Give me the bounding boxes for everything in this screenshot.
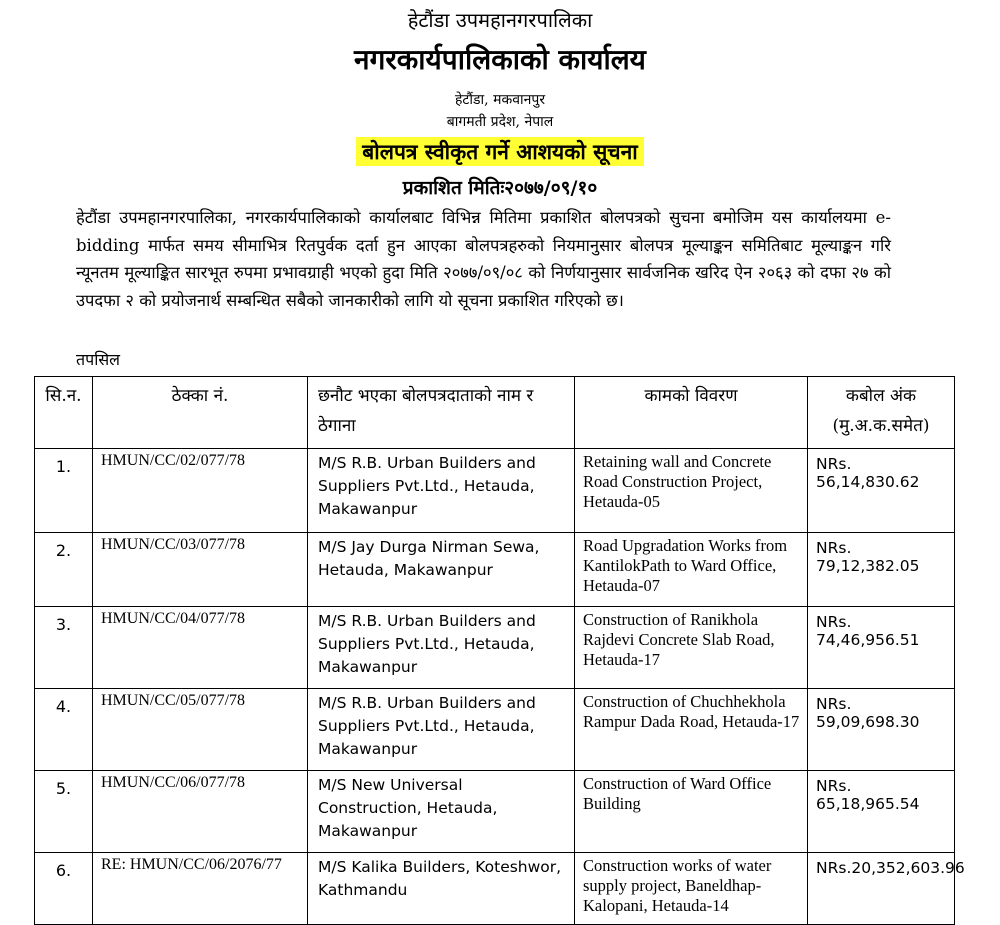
cell-contract-no: HMUN/CC/03/077/78: [93, 533, 308, 607]
office-name: हेटौंडा उपमहानगरपालिका: [407, 8, 593, 32]
cell-sn: 2.: [35, 533, 93, 607]
cell-sn: 5.: [35, 771, 93, 853]
cell-work: Construction of Ranikhola Rajdevi Concrete Slab Road, Hetauda-17: [575, 607, 808, 689]
cell-work: Construction works of water supply project, Baneldhap-Kalopani, Hetauda-14: [575, 853, 808, 925]
cell-work: Road Upgradation Works from KantilokPath to Ward Office, Hetauda-07: [575, 533, 808, 607]
cell-contract-no: HMUN/CC/04/077/78: [93, 607, 308, 689]
cell-work: Retaining wall and Concrete Road Construction Project, Hetauda-05: [575, 449, 808, 533]
table-row: [35, 449, 955, 533]
header-work: कामको विवरण: [575, 377, 808, 449]
header-bidder: छनौट भएका बोलपत्रदाताको नाम र ठेगाना: [308, 377, 575, 449]
table-row: [35, 607, 955, 689]
cell-sn: 6.: [35, 853, 93, 925]
awards-table: [34, 376, 965, 925]
header-sn: सि.न.: [35, 377, 93, 449]
cell-contract-no: HMUN/CC/06/077/78: [93, 771, 308, 853]
office-title: नगरकार्यपालिकाको कार्यालय: [354, 43, 646, 76]
cell-work: Construction of Ward Office Building: [575, 771, 808, 853]
cell-amount: NRs. 74,46,956.51: [808, 607, 955, 689]
notice-title: बोलपत्र स्वीकृत गर्ने आशयको सूचना: [356, 137, 643, 166]
cell-contract-no: HMUN/CC/02/077/78: [93, 449, 308, 533]
location-line-2: बागमती प्रदेश, नेपाल: [446, 114, 554, 130]
cell-amount: NRs. 79,12,382.05: [808, 533, 955, 607]
cell-amount: NRs.20,352,603.96: [808, 853, 955, 925]
location-line-1: हेटौंडा, मकवानपुर: [454, 92, 546, 108]
table-row: [35, 771, 955, 853]
publish-date: प्रकाशित मितिः२०७७/०९/१०: [402, 177, 598, 199]
cell-contract-no: RE: HMUN/CC/06/2076/77: [93, 853, 308, 925]
notice-title-wrapper: [0, 138, 1000, 166]
cell-bidder: M/S R.B. Urban Builders and Suppliers Pvt.Ltd., Hetauda, Makawanpur: [308, 689, 575, 771]
table-row: [35, 533, 955, 607]
table-header-row: [35, 377, 955, 449]
cell-bidder: M/S Jay Durga Nirman Sewa, Hetauda, Makawanpur: [308, 533, 575, 607]
cell-sn: 4.: [35, 689, 93, 771]
table-row: [35, 853, 955, 925]
cell-bidder: M/S R.B. Urban Builders and Suppliers Pvt.Ltd., Hetauda, Makawanpur: [308, 607, 575, 689]
table-row: [35, 689, 955, 771]
cell-amount: NRs. 65,18,965.54: [808, 771, 955, 853]
cell-sn: 3.: [35, 607, 93, 689]
cell-amount: NRs. 59,09,698.30: [808, 689, 955, 771]
cell-work: Construction of Chuchhekhola Rampur Dada Road, Hetauda-17: [575, 689, 808, 771]
details-label: तपसिल: [76, 350, 121, 369]
header-contract-no: ठेक्का नं.: [93, 377, 308, 449]
cell-contract-no: HMUN/CC/05/077/78: [93, 689, 308, 771]
header-amount: कबोल अंक (मु.अ.क.समेत): [808, 377, 955, 449]
cell-bidder: M/S New Universal Construction, Hetauda, Makawanpur: [308, 771, 575, 853]
cell-sn: 1.: [35, 449, 93, 533]
notice-body-paragraph: हेटौंडा उपमहानगरपालिका, नगरकार्यपालिकाको कार्यालबाट विभिन्न मितिमा प्रकाशित बोलपत्रको सुचना बमोजिम यस कार्यालयमा e-bidding मार्फत समय सीमाभित्र रितपुर्वक दर्ता हुन आएका बोलपत्रहरुको नियमानुसार बोलपत्र मूल्याङ्कन समितिबाट मूल्याङ्कन गरि न्यूनतम मूल्याङ्कित सारभूत रुपमा प्रभावग्राही भएको हुदा मिति २०७७/०९/०८ को निर्णयानुसार सार्वजनिक खरिद ऐन २०६३ को दफा २७ को उपदफा २ को प्रयोजनार्थ सम्बन्धित सबैको जानकारीको लागि यो सूचना प्रकाशित गरिएको छ।: [76, 208, 891, 310]
cell-amount: NRs. 56,14,830.62: [808, 449, 955, 533]
cell-bidder: M/S R.B. Urban Builders and Suppliers Pvt.Ltd., Hetauda, Makawanpur: [308, 449, 575, 533]
cell-bidder: M/S Kalika Builders, Koteshwor, Kathmandu: [308, 853, 575, 925]
